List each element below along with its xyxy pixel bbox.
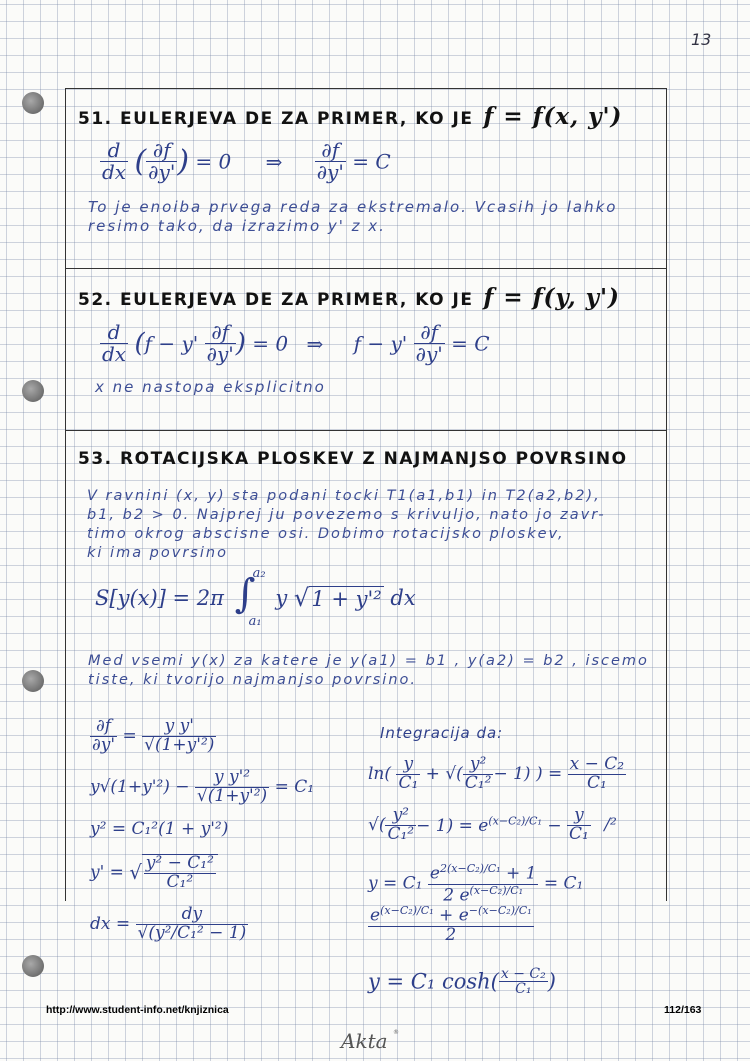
step-y-solution: y = C₁ $\frac{e^{2(x-C_2)/C_1} + 1}{2 e^{(x-C_2)/C_1}}$ = C₁ $\frac{e^{(x-C_2)/C_1} + e^{-(x-C_2)/C_1}}{2}$ bbox=[368, 862, 584, 945]
integration-label: Integracija da: bbox=[380, 724, 504, 742]
akta-logo bbox=[335, 1022, 405, 1058]
final-catenary: y = C₁ cosh( $\frac{\text{x − C₂}}{\text{C₁}}$ ) bbox=[368, 965, 556, 998]
note-line: resimo tako, da izrazimo y' z x. bbox=[88, 217, 386, 235]
step-ln: ln( $\frac{y}{\text{C₁}}$ + √( $\frac{\text{y²}}{\text{C₁²}}$ − 1) ) = $\frac{\text{x − C₂}}{\text{C₁}}$ bbox=[368, 754, 625, 793]
paragraph-line: V ravnini (x, y) sta podani tocki T1(a1,b1) in T2(a2,b2), bbox=[87, 488, 601, 504]
note-51 bbox=[88, 198, 617, 236]
section-51-heading bbox=[78, 103, 622, 130]
source-url: http://www.student-info.net/knjiznica bbox=[46, 1004, 229, 1016]
logo-text: Akta bbox=[341, 1029, 388, 1053]
heading-text: 52. EULERJEVA DE ZA PRIMER, KO JE bbox=[78, 290, 474, 310]
page-number: 13 bbox=[691, 30, 712, 49]
text-line: tiste, ki tvorijo najmanjso povrsino. bbox=[88, 672, 418, 688]
partial-f-partial-yprime: $\frac{\partial f}{\partial y'}$ bbox=[415, 320, 443, 366]
binder-hole bbox=[22, 380, 44, 402]
svg-text:®: ® bbox=[393, 1029, 399, 1036]
step-partial: $\frac{\partial f}{\partial y'}$ = $\frac{\text{y y'}}{\text{√(1+y'²)}}$ bbox=[92, 716, 215, 755]
binder-hole bbox=[22, 955, 44, 977]
heading-text: 51. EULERJEVA DE ZA PRIMER, KO JE bbox=[78, 109, 474, 129]
section-53-heading: 53. ROTACIJSKA PLOSKEV Z NAJMANJSO POVRSINO bbox=[78, 449, 628, 469]
d-dx: $\frac{d}{dx}$ bbox=[102, 320, 127, 366]
step-beltrami: y√(1+y'²) − $\frac{\text{y y'²}}{\text{√(1+y'²)}}$ = C₁ bbox=[90, 766, 315, 806]
paragraph-line: ki ima povrsino bbox=[87, 545, 228, 561]
step-yprime: y' = √ $\frac{\text{y² − C₁²}}{\text{C₁²}}$ bbox=[90, 854, 314, 892]
partial-f-partial-yprime: $\frac{\partial f}{\partial y'}$ bbox=[206, 320, 234, 366]
note-line: To je enoiba prvega reda za ekstremalo. Vcasih jo lahko bbox=[88, 198, 618, 216]
heading-formula: f = f(y, y') bbox=[483, 284, 620, 311]
text-line: Med vsemi y(x) za katere je y(a1) = b1 , y(a2) = b2 , iscemo bbox=[88, 653, 649, 669]
section-divider bbox=[65, 430, 667, 431]
problem-statement-53 bbox=[88, 652, 649, 690]
euler-equation-51: $\frac{d}{dx}$ ( $\frac{\partial f}{\partial y'}$ ) = 0 ⇒ $\frac{\partial f}{\partial y'}$ = C bbox=[102, 138, 391, 184]
surface-area-functional: S[y(x)] = 2π ∫ a₂ a₁ y √1 + y'² dx bbox=[95, 566, 416, 629]
implies-arrow: ⇒ bbox=[265, 149, 283, 174]
heading-formula: f = f(x, y') bbox=[483, 103, 623, 130]
d-dx: $\frac{d}{dx}$ bbox=[102, 138, 127, 184]
binder-hole bbox=[22, 670, 44, 692]
paragraph-line: timo okrog abscisne osi. Dobimo rotacijsko ploskev, bbox=[87, 526, 565, 542]
page-counter: 112/163 bbox=[664, 1004, 702, 1016]
equals-zero: = 0 bbox=[195, 149, 232, 174]
section-divider bbox=[65, 268, 667, 269]
step-exp: √( $\frac{\text{y²}}{\text{C₁²}}$ − $1) = e^{(x-C_2)/C_1}$ − $\frac{y}{\text{C₁}}$ /² bbox=[368, 804, 617, 844]
section-52-heading bbox=[78, 284, 620, 311]
note-52: x ne nastopa eksplicitno bbox=[95, 378, 326, 396]
paragraph-line: b1, b2 > 0. Najprej ju povezemo s krivuljo, nato jo zavr- bbox=[87, 507, 606, 523]
partial-f-partial-yprime: $\frac{\partial f}{\partial y'}$ bbox=[148, 138, 176, 184]
binder-hole bbox=[22, 92, 44, 114]
intro-paragraph-53 bbox=[87, 487, 606, 563]
partial-f-partial-yprime: $\frac{\partial f}{\partial y'}$ bbox=[316, 138, 344, 184]
derivation-left bbox=[90, 718, 314, 943]
equals-c: = C bbox=[352, 149, 391, 174]
euler-equation-52: $\frac{d}{dx}$ (f − y' $\frac{\partial f}{\partial y'}$ ) = 0 ⇒ f − y' $\frac{\partial f}{\partial y'}$ = C bbox=[102, 320, 490, 366]
final-formula-text: y = C₁ cosh( bbox=[368, 969, 499, 994]
step-square: y² = C₁²(1 + y'²) bbox=[90, 819, 229, 840]
step-dx: dx = $\frac{dy}{\text{√(y²/C₁² − 1)}}$ bbox=[90, 904, 247, 943]
derivation-right bbox=[368, 756, 750, 997]
